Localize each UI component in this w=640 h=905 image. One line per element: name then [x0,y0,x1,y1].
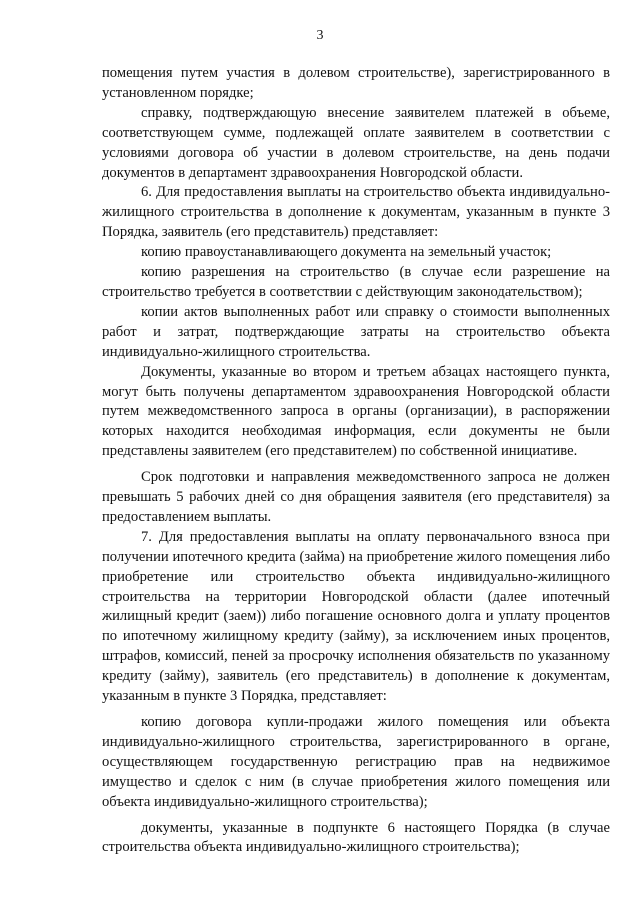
paragraph-continuation: помещения путем участия в долевом строительстве), зарегистрированного в установленном порядке; [102,65,610,101]
paragraph-interagency-request: Документы, указанные во втором и третьем абзацах настоящего пункта, могут быть получены департаментом здравоохранения Новгородской области путем межведомственного запроса в органы (организации), в распоряжении которых находится необходимая информация, если документы не были представлены заявителем (его представителем) по собственной инициативе. [102,363,610,460]
paragraph-payment-certificate: справку, подтверждающую внесение заявителем платежей в объеме, соответствующем сумме, подлежащей оплате заявителем в соответствии с условиями договора об участии в долевом строительстве, на день подачи документов в департамент здравоохранения Новгородской области. [102,104,610,181]
paragraph-item-7: 7. Для предоставления выплаты на оплату первоначального взноса при получении ипотечного кредита (займа) на приобретение жилого помещения либо приобретение или строительство объекта индивидуально-жилищного строительства на территории Новгородской области (далее ипотечный жилищный кредит (заем)) либо погашение основного долга и уплату процентов по ипотечному жилищному кредиту (займу), за исключением иных процентов, штрафов, комиссий, пеней за просрочку исполнения обязательств по указанному кредиту (займу), заявитель (его представитель) в дополнение к документам, указанным в пункте 3 Порядка, представляет: [102,528,610,705]
document-body [102,64,610,858]
paragraph-item-6: 6. Для предоставления выплаты на строительство объекта индивидуально-жилищного строительства в дополнение к документам, указанным в пункте 3 Порядка, заявитель (его представитель) представляет: [102,184,610,241]
paragraph-work-acts-copy: копии актов выполненных работ или справку о стоимости выполненных работ и затрат, подтверждающие затраты на строительство объекта индивидуально-жилищного строительства. [102,303,610,360]
paragraph-building-permit-copy: копию разрешения на строительство (в случае если разрешение на строительство требуется в соответствии с действующим законодательством); [102,264,610,300]
paragraph-item-6-documents: документы, указанные в подпункте 6 настоящего Порядка (в случае строительства объекта индивидуально-жилищного строительства); [102,819,610,856]
paragraph-sale-contract-copy: копию договора купли-продажи жилого помещения или объекта индивидуально-жилищного строительства, зарегистрированного в органе, осуществляющем государственную регистрацию прав на недвижимое имущество и сделок с ним (в случае приобретения жилого помещения или объекта индивидуально-жилищного строительства); [102,714,610,810]
paragraph-request-deadline: Срок подготовки и направления межведомственного запроса не должен превышать 5 рабочих дней со дня обращения заявителя (его представителя) за предоставлением выплаты. [102,469,610,525]
page-number: 3 [316,28,324,43]
paragraph-land-title-copy: копию правоустанавливающего документа на земельный участок; [141,244,552,261]
